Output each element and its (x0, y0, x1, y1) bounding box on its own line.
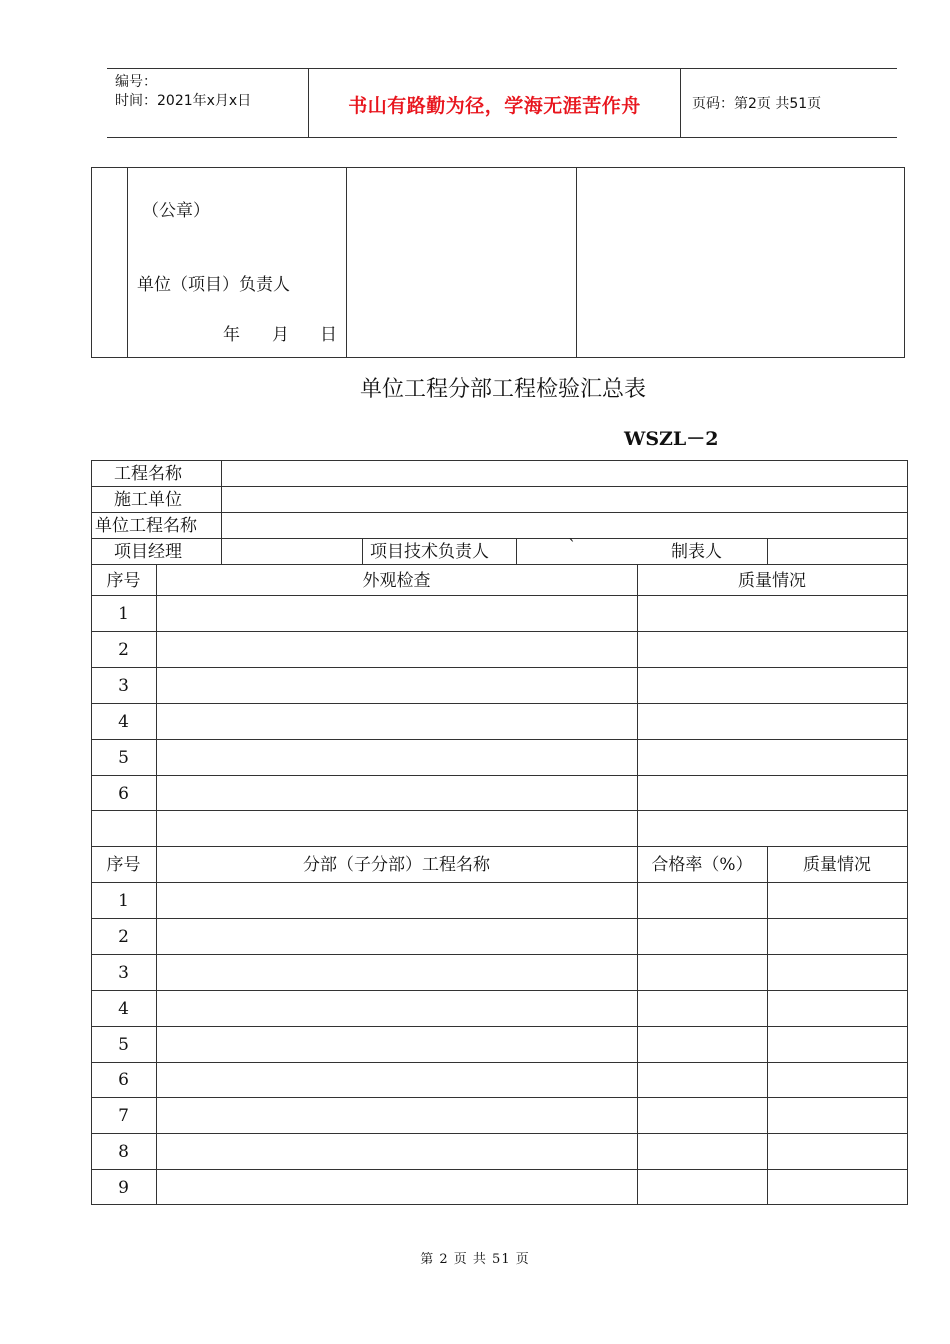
day-label: 日 (320, 325, 337, 345)
col-line (516, 538, 517, 564)
page-footer: 第 2 页 共 51 页 (420, 1252, 530, 1267)
construction-unit-label: 施工单位 (114, 490, 182, 510)
table-row: 6 (118, 784, 129, 804)
row-line (91, 1062, 908, 1063)
project-manager-label: 项目经理 (114, 542, 182, 562)
col-line (637, 564, 638, 1205)
header-page-info: 页码：第2页 共51页 (692, 96, 822, 112)
table-row: 1 (118, 891, 129, 911)
responsible-label: 单位（项目）负责人 (137, 275, 290, 295)
row-line (91, 1133, 908, 1134)
page-header (107, 68, 897, 138)
row-line (91, 1097, 908, 1098)
row-line (91, 1169, 908, 1170)
table-row: 6 (118, 1070, 129, 1090)
row-line (91, 667, 908, 668)
sec1-item-header: 外观检查 (362, 571, 431, 591)
unit-project-name-label: 单位工程名称 (95, 516, 197, 536)
table-row: 4 (118, 712, 129, 732)
row-line (91, 810, 908, 811)
sec1-quality-header: 质量情况 (738, 571, 806, 591)
table-row: 3 (118, 676, 129, 696)
col-line (221, 460, 222, 564)
form-code: WSZL－2 (624, 428, 719, 450)
number-label: 编号： (115, 74, 157, 90)
table-row: 8 (118, 1142, 129, 1162)
table-row: 5 (118, 748, 129, 768)
table-row: 4 (118, 999, 129, 1019)
seal-label: （公章） (142, 201, 210, 221)
row-line (91, 954, 908, 955)
sec2-item-header: 分部（子分部）工程名称 (303, 855, 490, 875)
row-line (91, 631, 908, 632)
tech-lead-value: ` (568, 537, 577, 557)
header-motto: 书山有路勤为径，学海无涯苦作舟 (348, 95, 641, 117)
year-label: 年 (223, 325, 240, 345)
table-row: 3 (118, 963, 129, 983)
row-line (91, 882, 908, 883)
sec2-no-header: 序号 (106, 855, 141, 875)
row-line (91, 846, 908, 847)
tech-lead-label: 项目技术负责人 (370, 542, 489, 562)
col-line (156, 564, 157, 1205)
row-line (91, 1026, 908, 1027)
signature-block (91, 167, 905, 358)
table-row: 2 (118, 927, 129, 947)
row-line (91, 703, 908, 704)
table-row: 9 (118, 1178, 129, 1198)
row-line (91, 775, 908, 776)
header-divider (680, 69, 681, 137)
column-divider (346, 168, 347, 357)
form-title: 单位工程分部工程检验汇总表 (359, 377, 646, 402)
sec1-no-header: 序号 (106, 571, 141, 591)
row-line (91, 538, 908, 539)
row-line (91, 512, 908, 513)
col-line (767, 538, 768, 564)
sec2-rate-header: 合格率（%） (651, 855, 753, 875)
row-line (91, 918, 908, 919)
column-divider (576, 168, 577, 357)
header-meta (115, 73, 251, 111)
row-line (91, 564, 908, 565)
row-line (91, 486, 908, 487)
column-divider (127, 168, 128, 357)
sec2-quality-header: 质量情况 (803, 855, 871, 875)
row-line (91, 595, 908, 596)
col-line (362, 538, 363, 564)
project-name-label: 工程名称 (114, 464, 182, 484)
row-line (91, 739, 908, 740)
table-row: 5 (118, 1035, 129, 1055)
table-row: 2 (118, 640, 129, 660)
row-line (91, 990, 908, 991)
time-label: 时间：2021年x月x日 (115, 93, 252, 109)
preparer-label: 制表人 (671, 542, 722, 562)
month-label: 月 (272, 325, 289, 345)
table-row: 7 (118, 1106, 129, 1126)
table-row: 1 (118, 604, 129, 624)
